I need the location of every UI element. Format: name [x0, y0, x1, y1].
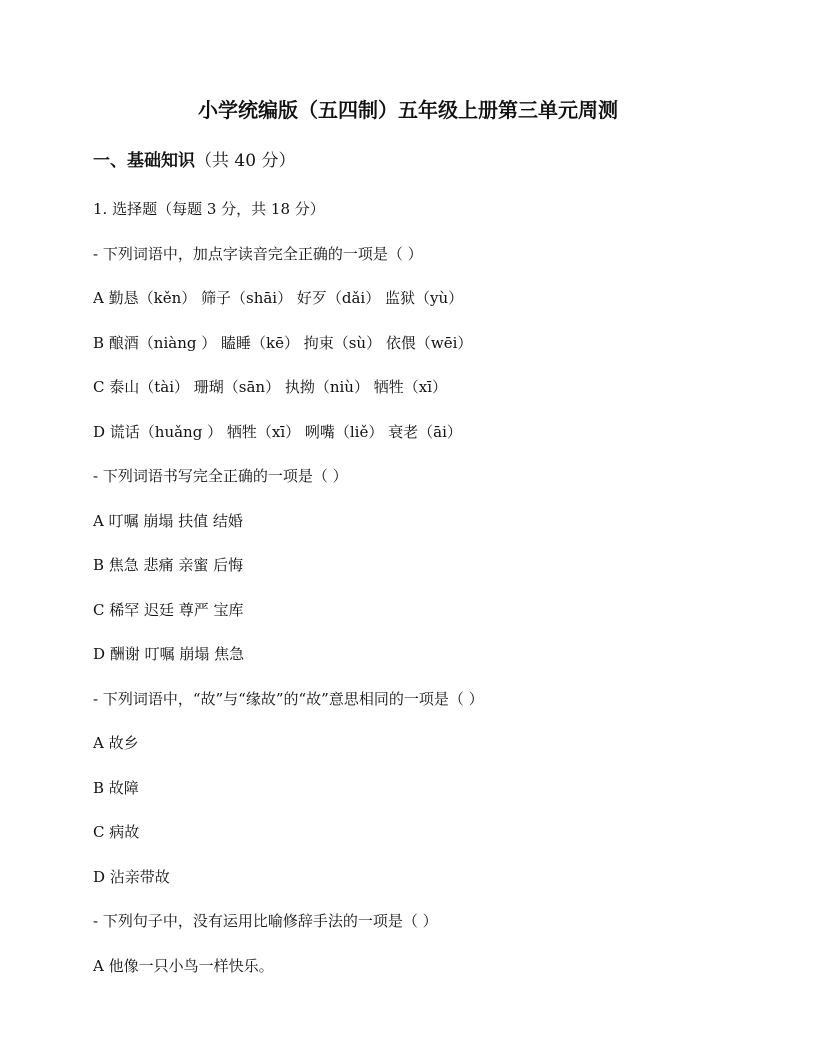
option-line: D 酬谢 叮嘱 崩塌 焦急 — [93, 645, 245, 663]
option-line: A 他像一只小鸟一样快乐。 — [93, 956, 274, 975]
option-line: B 焦急 悲痛 亲蜜 后悔 — [93, 556, 244, 574]
option-line: D 沾亲带故 — [93, 867, 170, 886]
option-line: A 勤恳（kěn） 筛子（shāi） 好歹（dǎi） 监狱（yù） — [93, 289, 464, 307]
section-heading-basic-knowledge — [93, 149, 295, 173]
option-line: C 病故 — [93, 823, 140, 841]
question-line: - 下列词语书写完全正确的一项是（ ） — [93, 467, 348, 485]
option-line: D 谎话（huǎng ） 牺牲（xī） 咧嘴（liě） 衰老（āi） — [93, 422, 462, 441]
question-lines — [93, 198, 793, 999]
question-line: - 下列词语中，加点字读音完全正确的一项是（ ） — [93, 244, 423, 263]
option-line: C 稀罕 迟廷 尊严 宝库 — [93, 600, 244, 619]
question-line: 1. 选择题（每题 3 分，共 18 分） — [93, 200, 325, 218]
option-line: C 泰山（tài） 珊瑚（sān） 执拗（niù） 牺牲（xī） — [93, 378, 447, 396]
question-line: - 下列词语中，“故”与“缘故”的“故”意思相同的一项是（ ） — [93, 689, 484, 708]
option-line: B 酿酒（niàng ） 瞌睡（kē） 拘束（sù） 依偎（wēi） — [93, 333, 473, 352]
section-heading-label: 一、基础知识 — [93, 151, 195, 171]
option-line: A 故乡 — [93, 734, 139, 752]
section-heading-points: （共 40 分） — [195, 151, 296, 171]
option-line: A 叮嘱 崩塌 扶值 结婚 — [93, 511, 243, 530]
option-line: B 故障 — [93, 778, 139, 797]
document-title: 小学统编版（五四制）五年级上册第三单元周测 — [198, 98, 618, 122]
question-line: - 下列句子中，没有运用比喻修辞手法的一项是（ ） — [93, 912, 438, 930]
